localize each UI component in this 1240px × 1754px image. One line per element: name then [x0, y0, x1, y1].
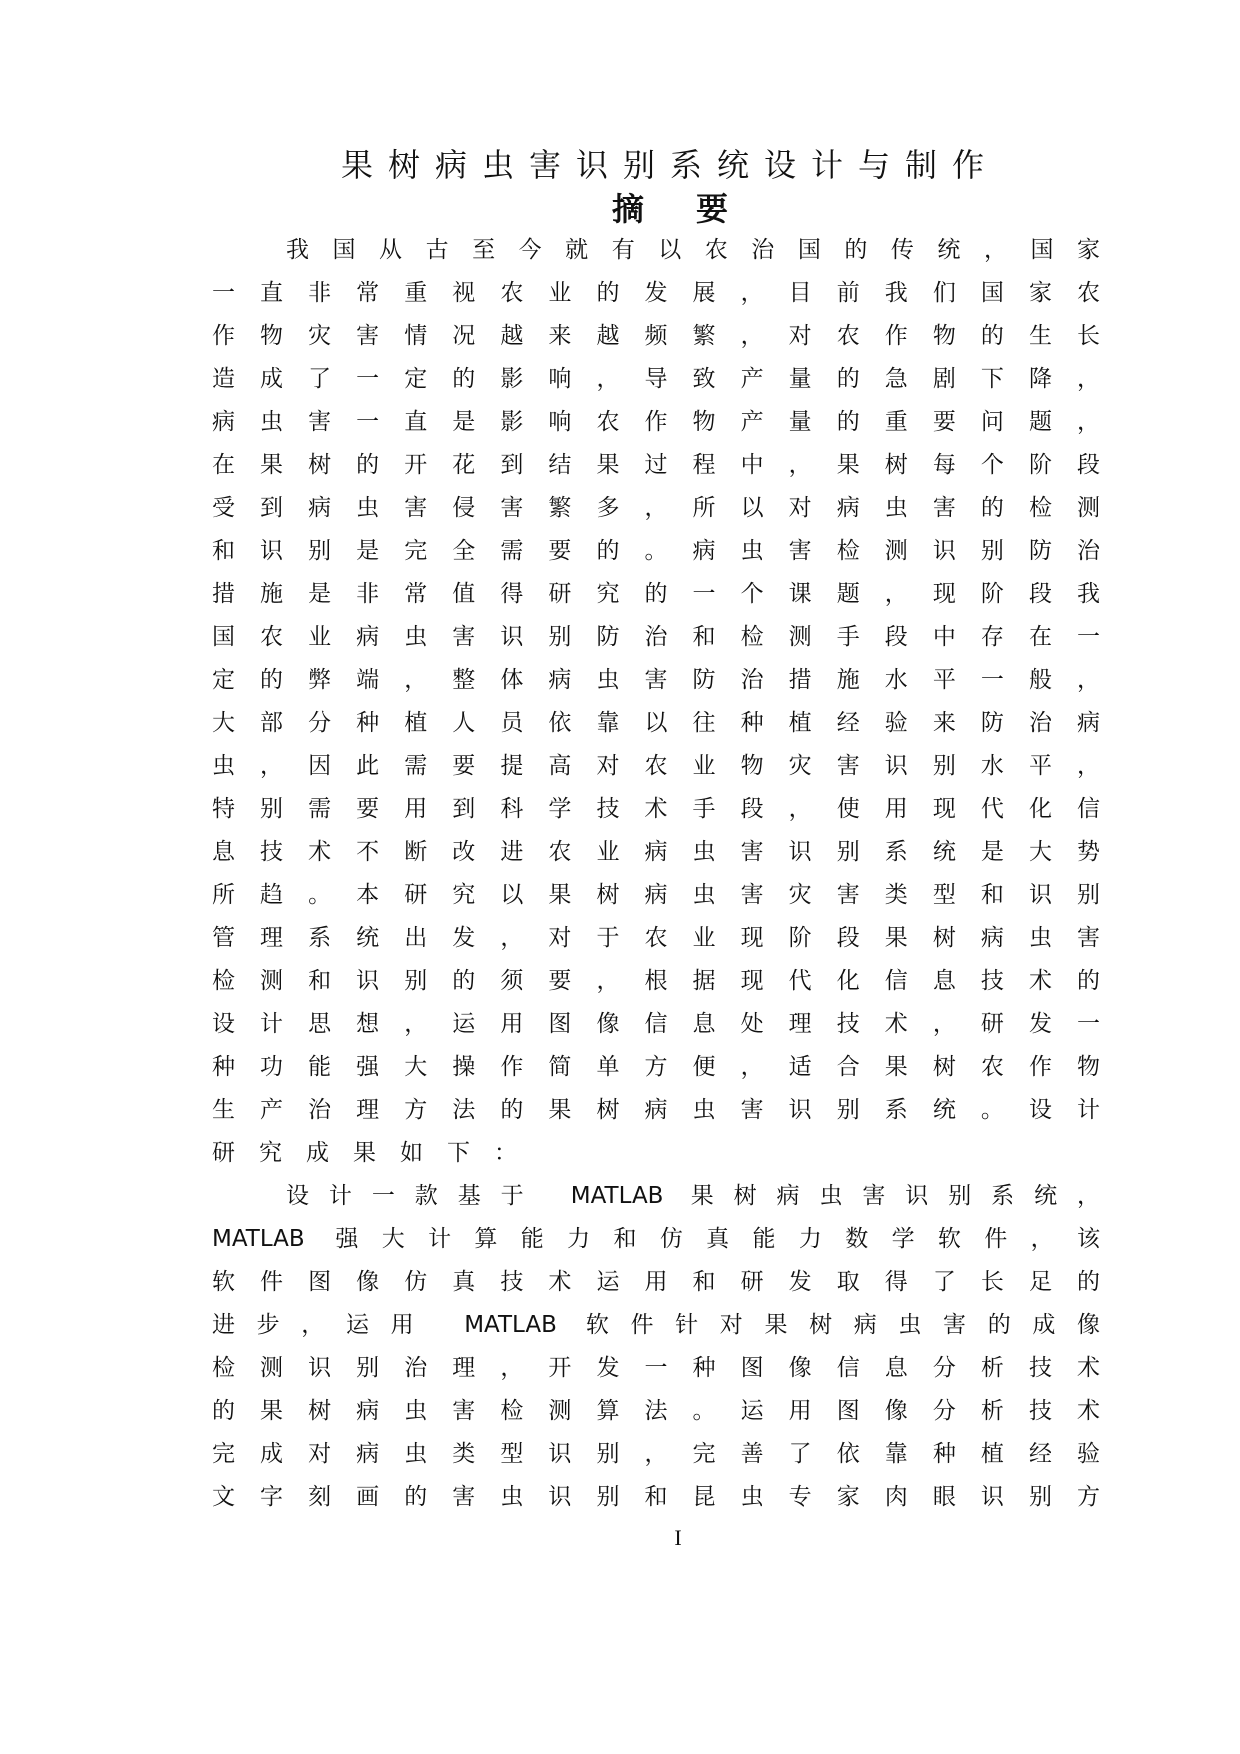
- paragraph-line: 受到病虫害侵害繁多，所以对病虫害的检测: [212, 495, 1100, 521]
- paragraph-line: 生产治理方法的果树病虫害识别系统。设计: [212, 1097, 1100, 1123]
- paragraph-line: 管理系统出发，对于农业现阶段果树病虫害: [212, 925, 1100, 951]
- paragraph-line: 的果树病虫害检测算法。运用图像分析技术: [212, 1398, 1100, 1424]
- paragraph-line: 国农业病虫害识别防治和检测手段中存在一: [212, 624, 1100, 650]
- paragraph-line: 措施是非常值得研究的一个课题，现阶段我: [212, 581, 1100, 607]
- paragraph-line: 在果树的开花到结果过程中，果树每个阶段: [212, 452, 1100, 478]
- paragraph-line: 一直非常重视农业的发展，目前我们国家农: [212, 280, 1100, 306]
- paragraph-line: 检测和识别的须要，根据现代化信息技术的: [212, 968, 1100, 994]
- paragraph-line: 软件图像仿真技术运用和研发取得了长足的: [212, 1269, 1100, 1295]
- paragraph-line: 大部分种植人员依靠以往种植经验来防治病: [212, 710, 1100, 736]
- abstract-body: [212, 229, 1100, 1519]
- paragraph-line: 造成了一定的影响，导致产量的急剧下降，: [212, 366, 1100, 392]
- paragraph-line: 作物灾害情况越来越频繁，对农作物的生长: [212, 323, 1100, 349]
- paragraph-line: 我国从古至今就有以农治国的传统，国家: [286, 237, 1100, 263]
- paragraph-line: 检测识别治理，开发一种图像信息分析技术: [212, 1355, 1100, 1381]
- paragraph-line: 定的弊端，整体病虫害防治措施水平一般，: [212, 667, 1100, 693]
- document-title: 果树病虫害识别系统设计与制作: [340, 146, 999, 184]
- paragraph-line: 虫，因此需要提高对农业物灾害识别水平，: [212, 753, 1100, 779]
- paragraph-line: 息技术不断改进农业病虫害识别系统是大势: [212, 839, 1100, 865]
- paragraph-line: 设计思想，运用图像信息处理技术，研发一: [212, 1011, 1100, 1037]
- abstract-heading-char: 要: [696, 190, 729, 228]
- paragraph-line: 文字刻画的害虫识别和昆虫专家肉眼识别方: [212, 1484, 1100, 1510]
- paragraph-line: 特别需要用到科学技术手段，使用现代化信: [212, 796, 1100, 822]
- paragraph-line: 设计一款基于 MATLAB 果树病虫害识别系统，: [286, 1183, 1100, 1209]
- paragraph-line: 病虫害一直是影响农作物产量的重要问题，: [212, 409, 1100, 435]
- paragraph-line: 完成对病虫类型识别，完善了依靠种植经验: [212, 1441, 1100, 1467]
- paragraph-line: 和识别是完全需要的。病虫害检测识别防治: [212, 538, 1100, 564]
- paragraph-line: 研究成果如下：: [212, 1140, 541, 1166]
- paragraph-line: 进步，运用 MATLAB 软件针对果树病虫害的成像: [212, 1312, 1100, 1338]
- abstract-heading-char: 摘: [611, 190, 644, 228]
- paragraph-line: 所趋。本研究以果树病虫害灾害类型和识别: [212, 882, 1100, 908]
- paragraph-line: MATLAB 强大计算能力和仿真能力数学软件，该: [212, 1226, 1100, 1252]
- paragraph-line: 种功能强大操作简单方便，适合果树农作物: [212, 1054, 1100, 1080]
- abstract-heading: [0, 186, 1240, 232]
- page-number: I: [674, 1525, 682, 1550]
